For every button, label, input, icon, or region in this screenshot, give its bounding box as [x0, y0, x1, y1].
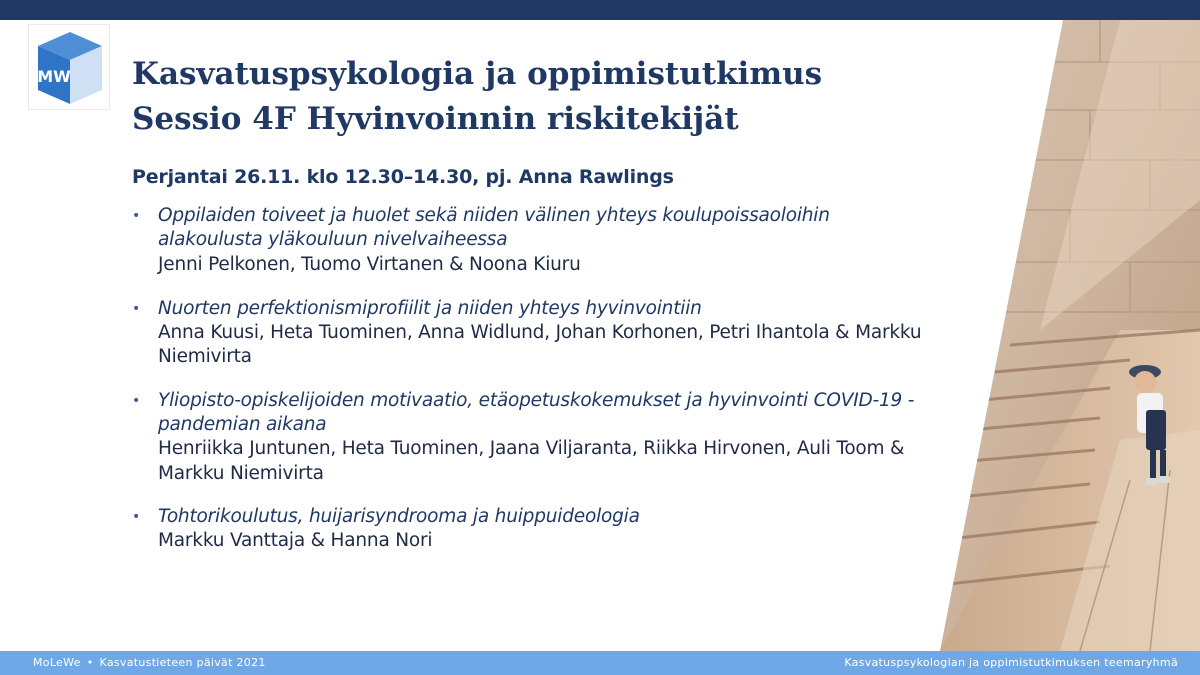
- talk-title: Tohtorikoulutus, huijarisyndrooma ja huippuideologia: [158, 505, 640, 527]
- talk-title: Yliopisto-opiskelijoiden motivaatio, etäopetuskokemukset ja hyvinvointi COVID-19 -pandemian aikana: [158, 389, 915, 436]
- title-line-1: Kasvatuspsykologia ja oppimistutkimus: [132, 56, 823, 92]
- talk-authors: Markku Vanttaja & Hanna Nori: [158, 530, 433, 552]
- footer-org: MoLeWe: [33, 656, 81, 669]
- bullet-icon: •: [132, 208, 141, 224]
- bullet-icon: •: [132, 300, 141, 317]
- talk-item: [132, 389, 932, 486]
- svg-text:MW: MW: [37, 67, 71, 86]
- title-line-2: Sessio 4F Hyvinvoinnin riskitekijät: [132, 101, 739, 137]
- bullet-icon: •: [132, 508, 141, 525]
- slide-title: [132, 52, 912, 142]
- footer-right: Kasvatuspsykologian ja oppimistutkimuksen teemaryhmä: [844, 656, 1178, 669]
- talk-title: Oppilaiden toiveet ja huolet sekä niiden välinen yhteys koulupoissaoloihin alakoulusta yläkouluun nivelvaiheessa: [158, 205, 830, 251]
- footer-left: [33, 656, 266, 669]
- footer-separator: •: [86, 656, 94, 669]
- talk-authors: Henriikka Juntunen, Heta Tuominen, Jaana Viljaranta, Riikka Hirvonen, Auli Toom & Markku Niemivirta: [158, 438, 905, 484]
- talk-item: [132, 297, 932, 370]
- talk-authors: Jenni Pelkonen, Tuomo Virtanen & Noona Kiuru: [158, 253, 581, 275]
- footer-event: Kasvatustieteen päivät 2021: [99, 656, 266, 669]
- talk-item: [132, 505, 932, 554]
- talk-list: [132, 204, 932, 554]
- footer-bar: [0, 651, 1200, 675]
- talk-title: Nuorten perfektionismiprofiilit ja niiden yhteys hyvinvointiin: [158, 297, 702, 319]
- bullet-icon: •: [132, 392, 141, 409]
- talk-authors: Anna Kuusi, Heta Tuominen, Anna Widlund, Johan Korhonen, Petri Ihantola & Markku Niemivirta: [158, 322, 922, 368]
- session-info: Perjantai 26.11. klo 12.30–14.30, pj. Anna Rawlings: [132, 166, 674, 188]
- talk-item: [132, 204, 932, 277]
- molewe-logo: [28, 24, 110, 110]
